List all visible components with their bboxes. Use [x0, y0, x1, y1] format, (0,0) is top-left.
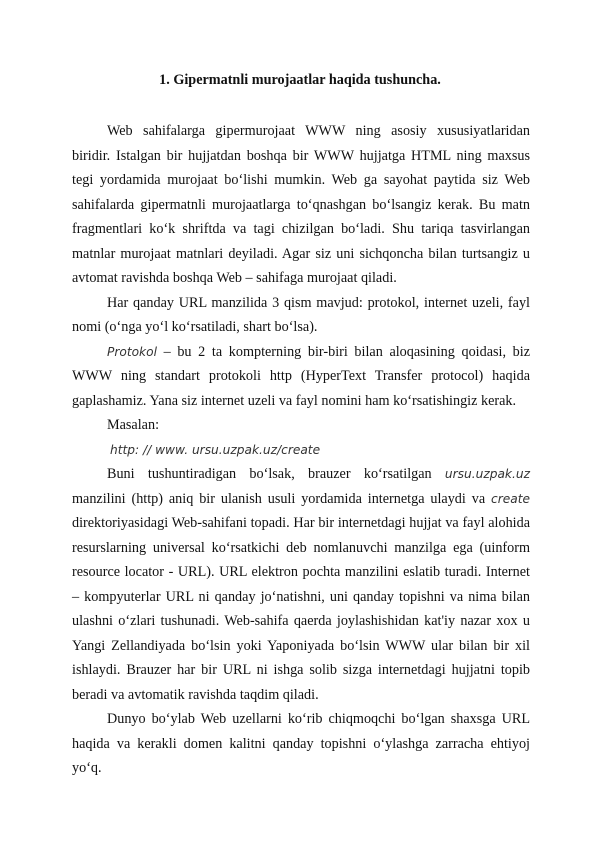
page-title: 1. Gipermatnli murojaatlar haqida tushuncha.: [159, 72, 441, 88]
explanation-part-b: manzilini (http) aniq bir ulanish usuli yordamida internetga ulaydi va: [72, 490, 492, 507]
example-url: http: // www. ursu.uzpak.uz/create: [110, 442, 321, 457]
document-body: [72, 119, 530, 781]
explanation-part-a: Buni tushuntiradigan bo‘lsak, brauzer ko‘rsatilgan: [107, 466, 445, 482]
paragraph-example-label: Masalan:: [107, 417, 160, 433]
protocol-term: Protokol: [107, 344, 157, 359]
example-directory: create: [491, 491, 530, 506]
paragraph-url-explanation: [72, 462, 530, 707]
explanation-part-c: direktoriyasidagi Web-sahifani topadi. Har bir internetdagi hujjat va fayl alohida resurslarning universal ko‘rsatkichi deb nomlanuvchi manzilga ega (uinform resource locator - URL). URL elektron pochta manzilini eslatib turadi. Internet – kompyuterlar URL ni qanday jo‘natishni, uni qanday topishni va nima bilan ulashni o‘zlari tushunadi. Web-sahifa qaerda joylashishidan kat'iy nazar xox u Yangi Zellandiyada bo‘lsin yoki Yaponiyada bo‘lsin WWW ular bilan bir xil ishlaydi. Brauzer har bir URL ni ishga solib sizga internetdagi hujjatni topib beradi va avtomatik ravishda taqdim qiladi.: [72, 515, 530, 703]
paragraph-closing: Dunyo bo‘ylab Web uzellarni ko‘rib chiqmoqchi bo‘lgan shaxsga URL haqida va kerakli domen kalitni qanday topishni o‘ylashga zarracha ehtiyoj yo‘q.: [72, 711, 530, 776]
paragraph-protocol: [72, 340, 530, 414]
paragraph-url-parts: Har qanday URL manzilida 3 qism mavjud: protokol, internet uzeli, fayl nomi (o‘nga yo‘l ko‘rsatiladi, shart bo‘lsa).: [72, 294, 530, 335]
paragraph-hyperlinks-intro: Web sahifalarga gipermurojaat WWW ning asosiy xususiyatlaridan biridir. Istalgan bir hujjatdan boshqa bir WWW hujjatga HTML ning maxsus tegi yordamida murojaat bo‘lishi mumkin. Web ga sayohat paytida siz Web sahifalarda gipermatnli murojaatlarga to‘qnashgan bo‘lsangiz kerak. Bu matn fragmentlari ko‘k shriftda va tagi chizilgan bo‘ladi. Shu tariqa tasvirlangan matnlar murojaat matnlari deyiladi. Agar siz uni sichqoncha bilan turtsangiz u avtomat ravishda boshqa Web – sahifaga murojaat qiladi.: [72, 123, 530, 286]
example-url-line: [72, 438, 530, 463]
protocol-definition: – bu 2 ta kompterning bir-biri bilan aloqasining qoidasi, biz WWW ning standart protokoli http (HyperText Transfer protocol) haqida gaplashamiz. Yana siz internet uzeli va fayl nomini ham ko‘rsatishingiz kerak.: [72, 343, 530, 409]
example-host: ursu.uzpak.uz: [444, 467, 530, 481]
